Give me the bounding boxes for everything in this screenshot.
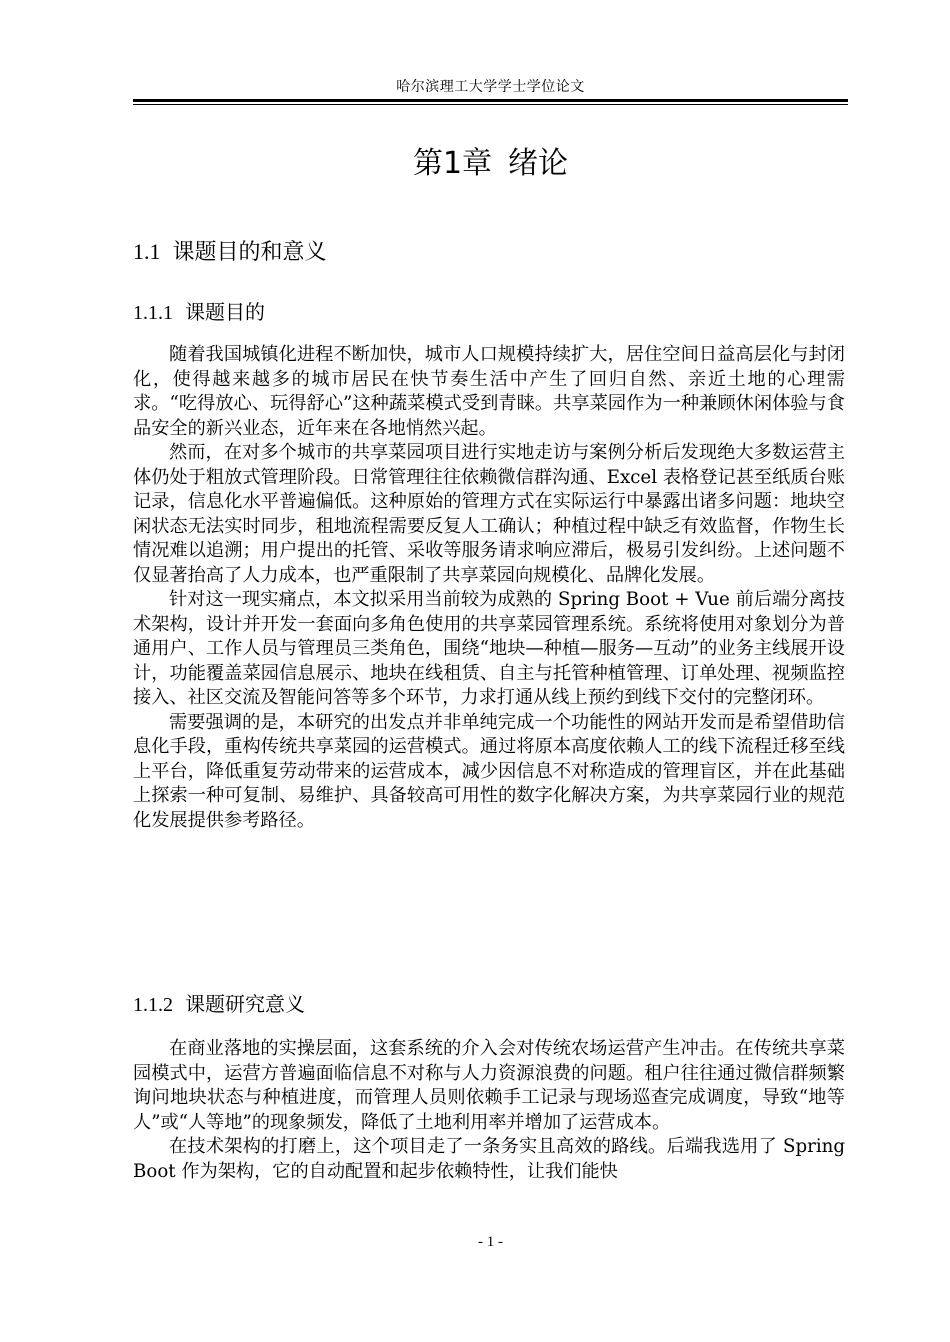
paragraph: 然而，在对多个城市的共享菜园项目进行实地走访与案例分析后发现绝大多数运营主体仍处于粗放式管理阶段。日常管理往往依赖微信群沟通、Excel 表格登记甚至纸质台账记录，信息化水平普遍偏低。这种原始的管理方式在实际运行中暴露出诸多问题：地块空闲状态无法实时同步，租地流程需要反复人工确认；种植过程中缺乏有效监督，作物生长情况难以追溯；用户提出的托管、采收等服务请求响应滞后，极易引发纠纷。上述问题不仅显著抬高了人力成本，也严重限制了共享菜园向规模化、品牌化发展。 [133, 442, 845, 586]
paragraph: 在技术架构的打磨上，这个项目走了一条务实且高效的路线。后端我选用了 Spring Boot 作为架构，它的自动配置和起步依赖特性，让我们能快 [133, 1136, 845, 1182]
header-rule-thick [133, 99, 848, 102]
section-number: 1.1 [133, 239, 161, 264]
chapter-title [133, 144, 848, 184]
section-heading-1-1 [133, 237, 327, 268]
subsection-1-1-1-body [133, 343, 845, 833]
paragraph: 针对这一现实痛点，本文拟采用当前较为成熟的 Spring Boot + Vue 前后端分离技术架构，设计并开发一套面向多角色使用的共享菜园管理系统。系统将使用对象划分为普通用户、工作人员与管理员三类角色，围绕“地块—种植—服务—互动”的业务主线展开设计，功能覆盖菜园信息展示、地块在线租赁、自主与托管种植管理、订单处理、视频监控接入、社区交流及智能问答等多个环节，力求打通从线上预约到线下交付的完整闭环。 [133, 589, 845, 708]
subsection-1-1-2-body [133, 1037, 845, 1184]
chapter-number: 第1章 [412, 146, 493, 181]
subsection-number: 1.1.2 [133, 994, 173, 1016]
paragraph: 随着我国城镇化进程不断加快，城市人口规模持续扩大，居住空间日益高层化与封闭化，使得越来越多的城市居民在快节奏生活中产生了回归自然、亲近土地的心理需求。“吃得放心、玩得舒心”这种蔬菜模式受到青睐。共享菜园作为一种兼顾休闲体验与食品安全的新兴业态，近年来在各地悄然兴起。 [133, 344, 845, 439]
subsection-title: 课题目的 [185, 300, 265, 324]
subsection-title: 课题研究意义 [185, 992, 305, 1016]
page-number: - 1 - [478, 1234, 503, 1250]
chapter-name: 绪论 [508, 146, 569, 181]
paragraph: 在商业落地的实操层面，这套系统的介入会对传统农场运营产生冲击。在传统共享菜园模式中，运营方普遍面临信息不对称与人力资源浪费的问题。租户往往通过微信群频繁询问地块状态与种植进度，而管理人员则依赖手工记录与现场巡查完成调度，导致“地等人”或“人等地”的现象频发，降低了土地利用率并增加了运营成本。 [133, 1038, 845, 1133]
subsection-heading-1-1-1 [133, 298, 265, 327]
section-title: 课题目的和意义 [172, 240, 327, 265]
running-header: 哈尔滨理工大学学士学位论文 [396, 79, 585, 95]
paragraph: 需要强调的是，本研究的出发点并非单纯完成一个功能性的网站开发而是希望借助信息化手段，重构传统共享菜园的运营模式。通过将原本高度依赖人工的线下流程迁移至线上平台，降低重复劳动带来的运营成本，减少因信息不对称造成的管理盲区，并在此基础上探索一种可复制、易维护、具备较高可用性的数字化解决方案，为共享菜园行业的规范化发展提供参考路径。 [133, 711, 845, 831]
subsection-heading-1-1-2 [133, 990, 305, 1019]
subsection-number: 1.1.1 [133, 302, 173, 324]
header-rule-thin [133, 104, 848, 105]
